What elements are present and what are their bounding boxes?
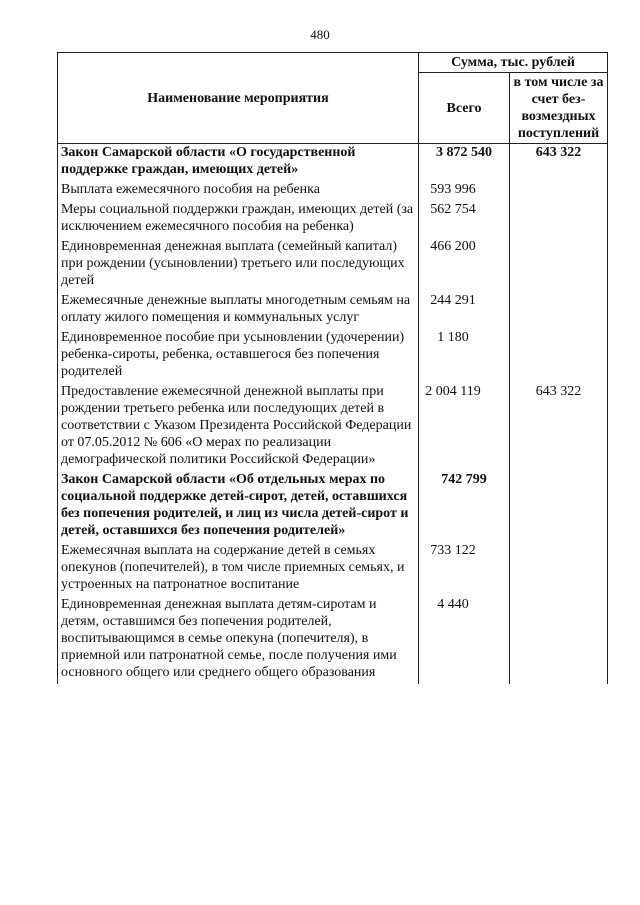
row-including — [510, 471, 608, 542]
header-sum: Сумма, тыс. рублей — [419, 53, 608, 73]
budget-table — [57, 52, 608, 684]
row-name-text: Закон Самарской области «Об отдельных мерах по социальной поддержке детей-сирот, детей, оставшихся без попечения родителей, и лиц из числа детей-сирот и детей, оставшихся без попечения родителей» — [61, 472, 409, 538]
row-name-text: Ежемесячные денежные выплаты многодетным семьям на оплату жилого помещения и коммунальных услуг — [61, 293, 411, 325]
row-name — [58, 238, 419, 292]
row-name-text: Единовременная денежная выплата (семейный капитал) при рождении (усыновлении) третьего или последующих детей — [61, 239, 405, 288]
row-including — [510, 238, 608, 292]
row-name-text: Закон Самарской области «О государственной поддержке граждан, имеющих детей» — [61, 145, 356, 177]
row-total: 244 291 — [419, 292, 510, 329]
row-total: 562 754 — [419, 201, 510, 238]
row-name — [58, 292, 419, 329]
row-name — [58, 329, 419, 383]
table-row — [58, 596, 608, 684]
row-including — [510, 329, 608, 383]
table-row — [58, 383, 608, 471]
row-total: 3 872 540 — [419, 144, 510, 182]
table-row — [58, 181, 608, 201]
table-row — [58, 292, 608, 329]
row-name — [58, 144, 419, 182]
row-including — [510, 596, 608, 684]
table-row — [58, 144, 608, 182]
row-name — [58, 383, 419, 471]
row-total: 593 996 — [419, 181, 510, 201]
table-row — [58, 329, 608, 383]
row-including — [510, 201, 608, 238]
row-name-text: Ежемесячная выплата на содержание детей в семьях опекунов (попечителей), в том числе приемных семьях, и устроенных на патронатное воспитание — [61, 543, 405, 592]
row-total: 2 004 119 — [419, 383, 510, 471]
row-total: 466 200 — [419, 238, 510, 292]
row-including — [510, 542, 608, 596]
table-row — [58, 201, 608, 238]
row-total: 4 440 — [419, 596, 510, 684]
row-name-text: Выплата ежемесячного пособия на ребенка — [61, 182, 320, 197]
row-including: 643 322 — [510, 144, 608, 182]
header-name: Наименование мероприятия — [58, 53, 419, 144]
table-row — [58, 471, 608, 542]
row-name — [58, 542, 419, 596]
table-body — [58, 144, 608, 685]
row-name — [58, 201, 419, 238]
row-total: 742 799 — [419, 471, 510, 542]
table-row — [58, 238, 608, 292]
row-including — [510, 181, 608, 201]
row-including — [510, 292, 608, 329]
table-row — [58, 542, 608, 596]
header-total: Всего — [419, 73, 510, 144]
row-name — [58, 181, 419, 201]
row-name-text: Меры социальной поддержки граждан, имеющих детей (за исключением ежемесячного пособия на ребенка) — [61, 202, 414, 234]
row-name — [58, 596, 419, 684]
header-including: в том числе за счет без-возмездных поступлений — [510, 73, 608, 144]
row-including: 643 322 — [510, 383, 608, 471]
row-total: 1 180 — [419, 329, 510, 383]
row-name — [58, 471, 419, 542]
row-total: 733 122 — [419, 542, 510, 596]
page-number: 480 — [310, 27, 330, 42]
row-name-text: Единовременное пособие при усыновлении (удочерении) ребенка-сироты, ребенка, оставшегося без попечения родителей — [61, 330, 405, 379]
row-name-text: Предоставление ежемесячной денежной выплаты при рождении третьего ребенка или последующих детей в соответствии с Указом Президента Российской Федерации от 07.05.2012 № 606 «О мерах по реализации демографической политики Российской Федерации» — [61, 384, 412, 467]
row-name-text: Единовременная денежная выплата детям-сиротам и детям, оставшимся без попечения родителей, воспитывающимся в семье опекуна (попечителя), в приемной или патронатной семье, после получения ими основного общего или среднего общего образования — [61, 597, 397, 680]
